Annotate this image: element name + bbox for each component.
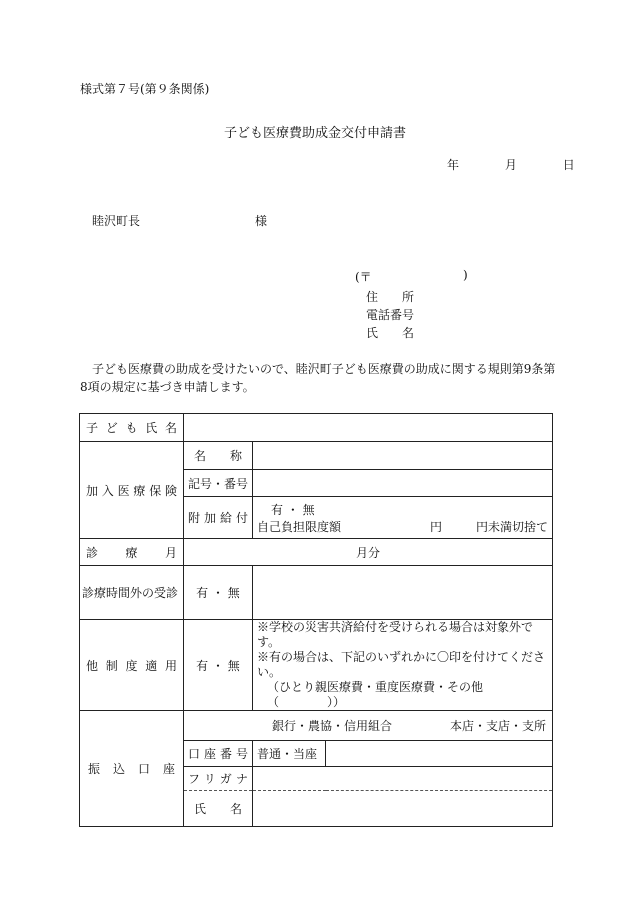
after-hours-label: 診療時間外の受診: [80, 566, 184, 620]
account-number-label: 口座番号: [184, 741, 253, 767]
supplement-choice[interactable]: 有 ・ 無: [271, 502, 315, 517]
supplement-field[interactable]: [253, 497, 553, 539]
form-number: 様式第７号(第９条関係): [80, 82, 210, 96]
bank-institution-field[interactable]: [184, 711, 553, 741]
holder-name-field[interactable]: [253, 791, 553, 827]
applicant-name-label: 氏 名: [366, 326, 415, 340]
recipient-suffix: 様: [255, 214, 268, 228]
after-hours-field[interactable]: [253, 566, 553, 620]
postal-open: (〒: [355, 270, 372, 284]
furigana-label: フリガナ: [184, 767, 253, 791]
account-number-field[interactable]: [326, 741, 553, 767]
month-unit: 月分: [355, 545, 380, 560]
date-year: 年: [447, 158, 460, 172]
application-statement: 子ども医療費の助成を受けたいので、睦沢町子ども医療費の助成に関する規則第9条第8項の規定に基づき申請します。: [80, 362, 556, 394]
application-table: [79, 413, 553, 827]
furigana-field[interactable]: [253, 767, 553, 791]
after-hours-choice[interactable]: 有 ・ 無: [184, 566, 253, 620]
row-treatment-month: [80, 539, 553, 566]
bank-account-label: 振込口座: [80, 711, 184, 827]
bank-types: 銀行・農協・信用組合: [272, 719, 393, 733]
treatment-month-label: 診療月: [80, 539, 184, 566]
insurance-name-label: 名称: [184, 442, 253, 470]
account-type-choice[interactable]: 普通・当座: [253, 741, 326, 767]
date-month: 月: [504, 158, 517, 172]
branch-types: 本店・支店・支所: [449, 719, 546, 733]
date-line: [447, 156, 597, 173]
insurance-label: 加入医療保険: [80, 442, 184, 539]
insurance-number-field[interactable]: [253, 470, 553, 497]
round-note: 円未満切捨て: [475, 519, 548, 534]
treatment-month-field[interactable]: [184, 539, 553, 566]
other-system-choice[interactable]: 有 ・ 無: [184, 620, 253, 711]
note-school-insurance: ※学校の災害共済給付を受けられる場合は対象外です。: [257, 620, 534, 649]
holder-name-label: 氏 名: [184, 791, 253, 827]
row-other-system: [80, 620, 553, 711]
note-mark-instruction: ※有の場合は、下記のいずれかに〇印を付けてください。: [257, 650, 546, 679]
supplement-label: 附加給付: [184, 497, 253, 539]
address-label: 住 所: [366, 290, 415, 304]
child-name-field[interactable]: [184, 414, 553, 442]
recipient-name: 睦沢町長: [92, 214, 141, 228]
document-title: 子ども医療費助成金交付申請書: [223, 126, 406, 141]
insurance-name-field[interactable]: [253, 442, 553, 470]
other-system-notes: [253, 620, 553, 711]
phone-label: 電話番号: [366, 308, 415, 322]
insurance-number-label: 記号・番号: [184, 470, 253, 497]
yen-unit: 円: [429, 519, 442, 534]
other-system-label: 他制度適用: [80, 620, 184, 711]
row-bank: [80, 711, 553, 741]
postal-close: ): [463, 268, 468, 282]
self-pay-limit-label: 自己負担限度額: [257, 519, 342, 534]
row-child-name: [80, 414, 553, 442]
row-after-hours: [80, 566, 553, 620]
row-insurance-name: [80, 442, 553, 470]
child-name-label: 子ども氏名: [80, 414, 184, 442]
date-day: 日: [562, 158, 575, 172]
note-options: （ひとり親医療費・重度医療費・その他（ ））: [267, 680, 484, 709]
